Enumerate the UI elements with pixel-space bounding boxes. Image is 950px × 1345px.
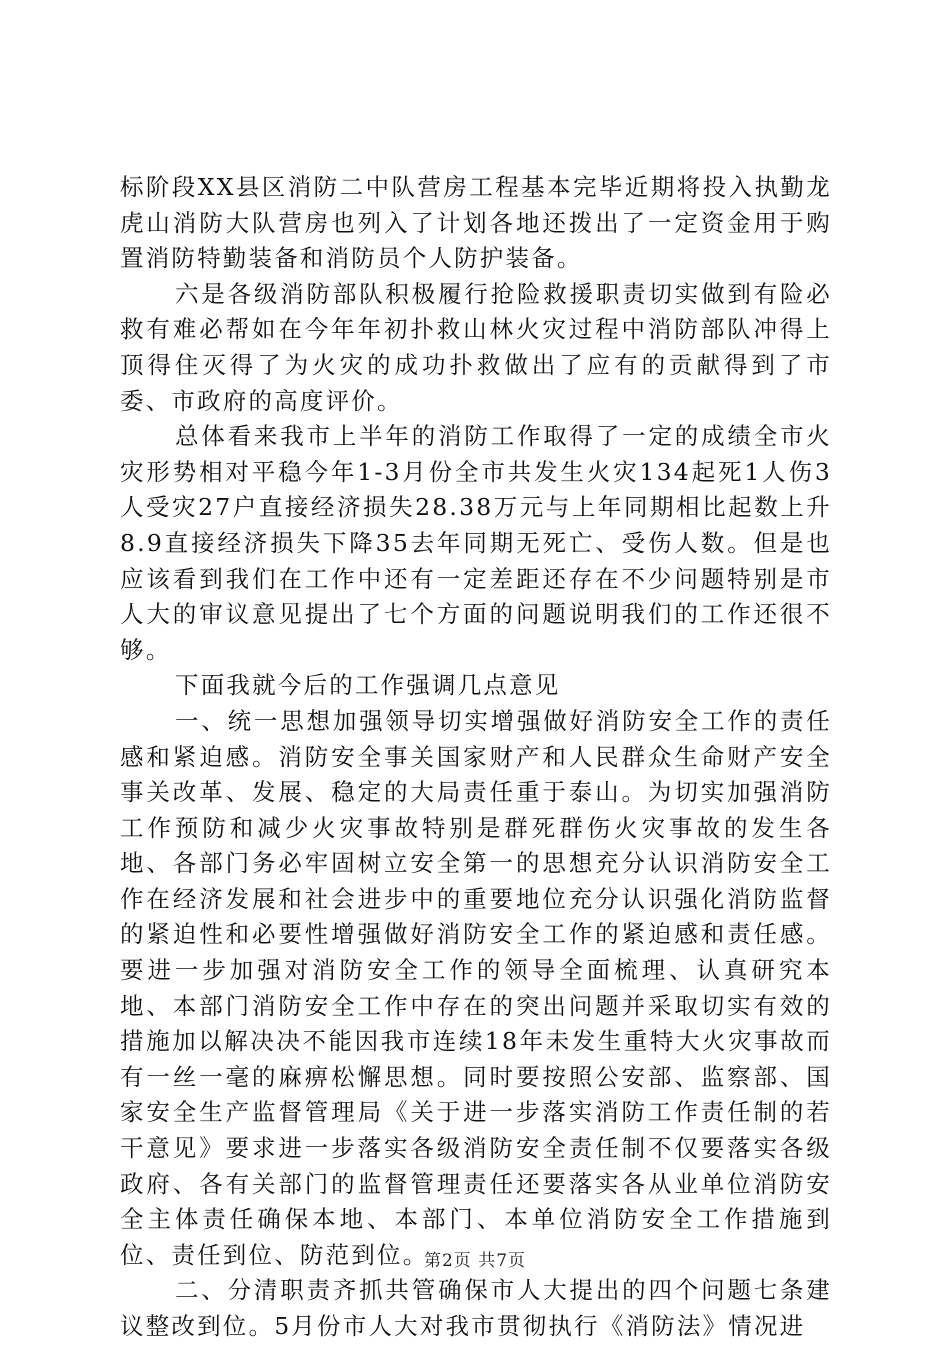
paragraph-intro-opinions: 下面我就今后的工作强调几点意见 bbox=[175, 671, 561, 700]
paragraph-point-one: 一、统一思想加强领导切实增强做好消防安全工作的责任感和紧迫感。消防安全事关国家财产和人民群众生命财产安全事关改革、发展、稳定的大局责任重于泰山。为切实加强消防工作预防和减少火灾事故特别是群死群伤火灾事故的发生各地、各部门务必牢固树立安全第一的思想充分认识消防安全工作在经济发展和社会进步中的重要地位充分认识强化消防监督的紧迫性和必要性增强做好消防安全工作的紧迫感和责任感。要进一步加强对消防安全工作的领导全面梳理、认真研究本地、本部门消防安全工作中存在的突出问题并采取切实有效的措施加以解决决不能因我市连续18年未发生重特大火灾事故而有一丝一毫的麻痹松懈思想。同时要按照公安部、监察部、国家安全生产监督管理局《关于进一步落实消防工作责任制的若干意见》要求进一步落实各级消防安全责任制不仅要落实各级政府、各有关部门的监督管理责任还要落实各从业单位消防安全主体责任确保本地、本部门、本单位消防安全工作措施到位、责任到位、防范到位。 bbox=[120, 706, 832, 1269]
page-number-footer: 第2页 共7页 bbox=[423, 1251, 527, 1271]
paragraph-six: 六是各级消防部队积极履行抢险救援职责切实做到有险必救有难必帮如在今年年初扑救山林火灾过程中消防部队冲得上顶得住灭得了为火灾的成功扑救做出了应有的贡献得到了市委、市政府的高度评价。 bbox=[120, 279, 832, 415]
paragraph-continuation: 标阶段XX县区消防二中队营房工程基本完毕近期将投入执勤龙虎山消防大队营房也列入了计划各地还拨出了一定资金用于购置消防特勤装备和消防员个人防护装备。 bbox=[120, 173, 832, 273]
paragraph-point-two: 二、分清职责齐抓共管确保市人大提出的四个问题七条建议整改到位。5月份市人大对我市贯彻执行《消防法》情况进 bbox=[120, 1276, 832, 1340]
paragraph-summary: 总体看来我市上半年的消防工作取得了一定的成绩全市火灾形势相对平稳今年1-3月份全市共发生火灾134起死1人伤3人受灾27户直接经济损失28.38万元与上年同期相比起数上升8.9直接经济损失下降35去年同期无死亡、受伤人数。但是也应该看到我们在工作中还有一定差距还存在不少问题特别是市人大的审议意见提出了七个方面的问题说明我们的工作还很不够。 bbox=[120, 422, 832, 664]
document-body bbox=[120, 170, 832, 1345]
